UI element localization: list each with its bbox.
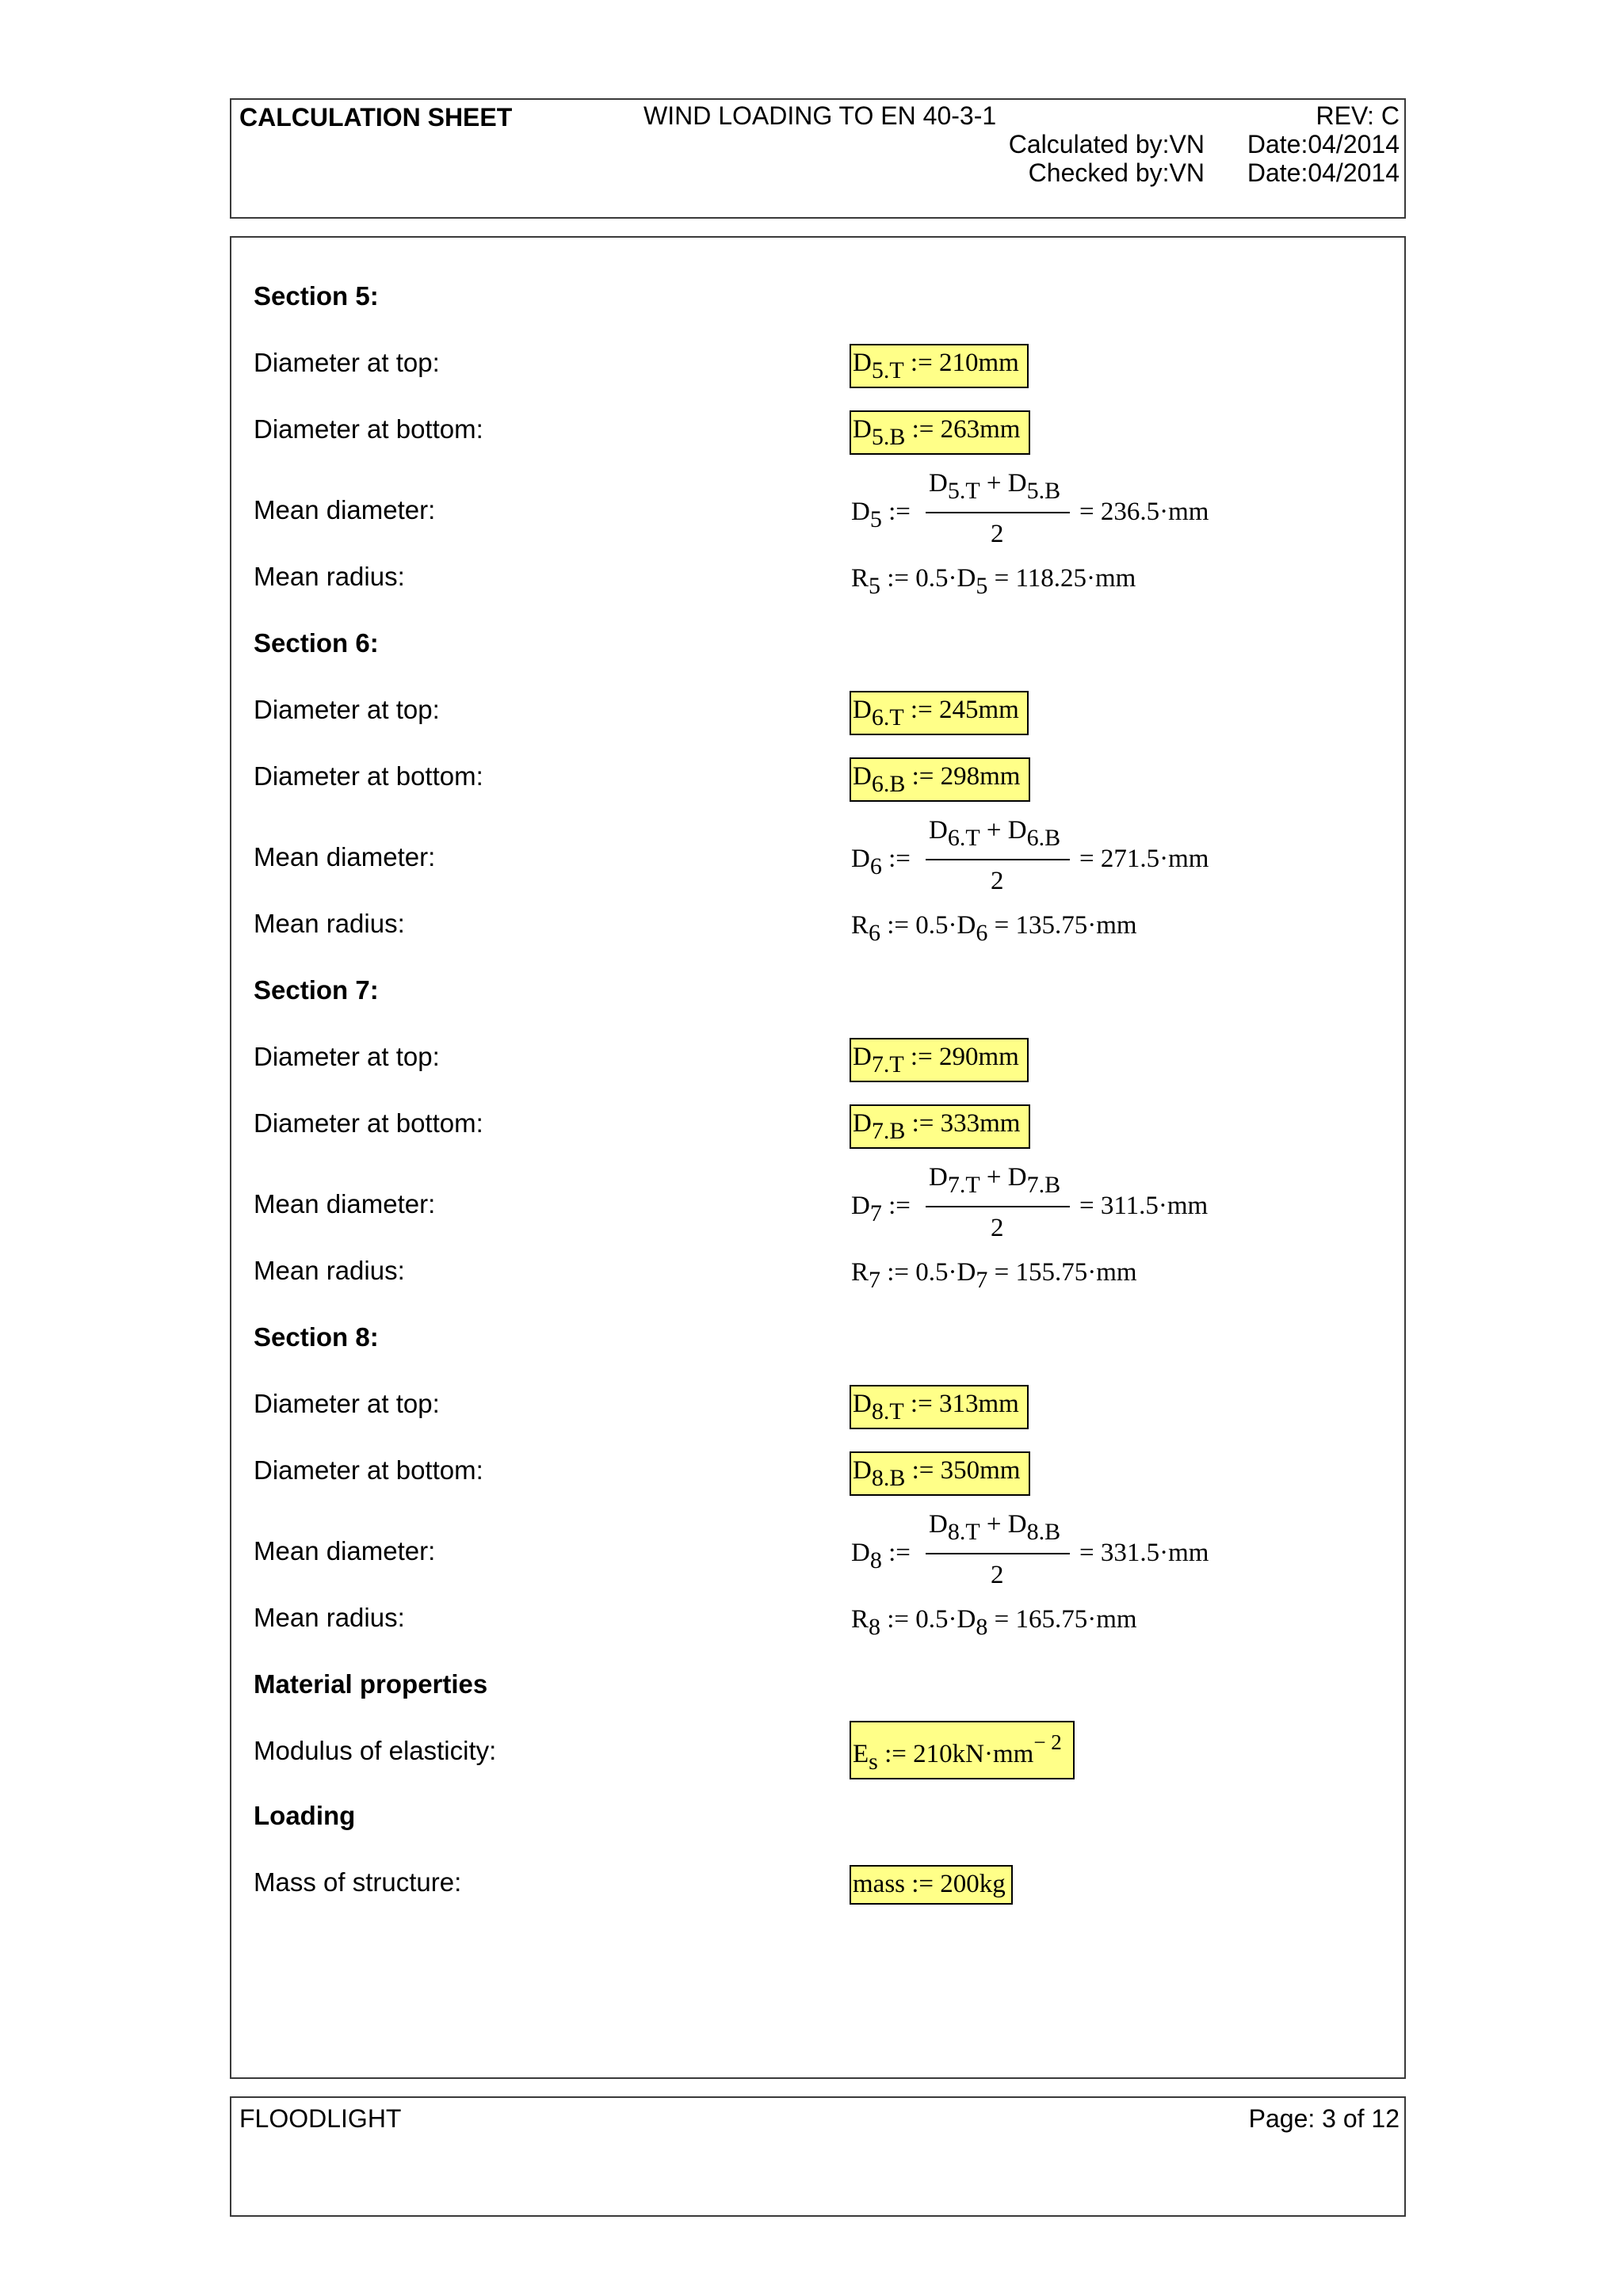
mean-radius-label: Mean radius: xyxy=(254,562,405,591)
page-number: Page: 3 of 12 xyxy=(1248,2104,1400,2133)
diameter-top-label: Diameter at top: xyxy=(254,1389,440,1418)
diameter-bottom-label: Diameter at bottom: xyxy=(254,1108,483,1138)
fraction-bar xyxy=(926,859,1070,860)
mean-diameter-label: Mean diameter: xyxy=(254,1536,436,1566)
fraction-bar xyxy=(926,1553,1070,1554)
mean-diameter-symbol: D5 := xyxy=(851,498,911,532)
mean-diameter-numerator: D6.T + D6.B xyxy=(929,816,1061,851)
diameter-top-label: Diameter at top: xyxy=(254,1042,440,1071)
diameter-bottom-value: 350mm xyxy=(940,1456,1021,1485)
mean-radius-result: = 135.75·mm xyxy=(994,911,1137,940)
mean-radius-label: Mean radius: xyxy=(254,1603,405,1632)
mean-radius-result: = 118.25·mm xyxy=(994,564,1136,593)
diameter-bottom-value: 298mm xyxy=(940,762,1021,791)
mean-radius-result: = 165.75·mm xyxy=(994,1605,1137,1634)
mean-radius-formula: R7 := 0.5·D7 = 155.75·mm xyxy=(851,1258,1137,1293)
diameter-top-value: 290mm xyxy=(938,1043,1019,1071)
mean-diameter-result: = 236.5·mm xyxy=(1079,498,1209,526)
diameter-top-value: 245mm xyxy=(938,696,1019,724)
calculated-date: Date:04/2014 xyxy=(1247,130,1400,158)
diameter-bottom-label: Diameter at bottom: xyxy=(254,761,483,791)
modulus-exponent: − 2 xyxy=(1033,1730,1062,1754)
section-title: Section 8: xyxy=(254,1322,379,1352)
calculated-by: Calculated by:VN xyxy=(1008,130,1205,158)
mean-diameter-label: Mean diameter: xyxy=(254,495,436,524)
mean-diameter-label: Mean diameter: xyxy=(254,1189,436,1219)
sheet-title: CALCULATION SHEET xyxy=(239,103,513,132)
modulus-input[interactable]: Es := $210kN\cdot mm^{- 2}$ xyxy=(850,1721,1075,1779)
diameter-top-input[interactable]: D8.T := 313mm xyxy=(850,1385,1029,1429)
diameter-top-input[interactable]: D7.T := 290mm xyxy=(850,1038,1029,1082)
mean-diameter-symbol: D6 := xyxy=(851,845,911,879)
checked-by: Checked by:VN xyxy=(1028,158,1205,187)
mean-diameter-numerator: D8.T + D8.B xyxy=(929,1510,1061,1545)
mean-diameter-numerator: D7.T + D7.B xyxy=(929,1163,1061,1198)
mean-radius-result: = 155.75·mm xyxy=(994,1258,1137,1287)
project-name: FLOODLIGHT xyxy=(239,2104,402,2133)
mass-label: Mass of structure: xyxy=(254,1867,462,1897)
diameter-bottom-input[interactable]: D8.B := 350mm xyxy=(850,1451,1030,1496)
modulus-label: Modulus of elasticity: xyxy=(254,1736,497,1765)
diameter-top-value: 313mm xyxy=(938,1390,1019,1418)
mean-diameter-denominator: 2 xyxy=(991,1561,1004,1589)
diameter-top-label: Diameter at top: xyxy=(254,348,440,377)
mean-diameter-result: = 271.5·mm xyxy=(1079,845,1209,873)
mean-radius-formula: R5 := 0.5·D5 = 118.25·mm xyxy=(851,564,1136,599)
footer-box xyxy=(230,2096,1406,2217)
mean-diameter-numerator: D5.T + D5.B xyxy=(929,469,1061,504)
mean-diameter-denominator: 2 xyxy=(991,1214,1004,1242)
section-title: Section 5: xyxy=(254,281,379,311)
material-title: Material properties xyxy=(254,1669,488,1699)
mean-diameter-symbol: D7 := xyxy=(851,1192,911,1226)
diameter-top-label: Diameter at top: xyxy=(254,695,440,724)
mean-diameter-label: Mean diameter: xyxy=(254,842,436,871)
diameter-bottom-value: 263mm xyxy=(940,415,1021,444)
diameter-bottom-input[interactable]: D7.B := 333mm xyxy=(850,1104,1030,1149)
mean-radius-label: Mean radius: xyxy=(254,1256,405,1285)
diameter-bottom-input[interactable]: D5.B := 263mm xyxy=(850,410,1030,455)
diameter-top-input[interactable]: D6.T := 245mm xyxy=(850,691,1029,735)
revision: REV: C xyxy=(1316,101,1400,130)
mass-input[interactable]: mass := 200kg xyxy=(850,1865,1013,1905)
diameter-bottom-input[interactable]: D6.B := 298mm xyxy=(850,757,1030,802)
mean-diameter-denominator: 2 xyxy=(991,867,1004,895)
checked-date: Date:04/2014 xyxy=(1247,158,1400,187)
sheet-subject: WIND LOADING TO EN 40-3-1 xyxy=(643,101,997,130)
fraction-bar xyxy=(926,512,1070,513)
section-title: Section 6: xyxy=(254,628,379,658)
mean-diameter-result: = 311.5·mm xyxy=(1079,1192,1209,1220)
diameter-bottom-value: 333mm xyxy=(940,1109,1021,1138)
mean-radius-formula: R6 := 0.5·D6 = 135.75·mm xyxy=(851,911,1137,946)
diameter-bottom-label: Diameter at bottom: xyxy=(254,414,483,444)
mean-diameter-result: = 331.5·mm xyxy=(1079,1539,1209,1567)
diameter-top-value: 210mm xyxy=(938,349,1019,377)
mean-diameter-denominator: 2 xyxy=(991,520,1004,548)
header-box xyxy=(230,98,1406,219)
mean-diameter-symbol: D8 := xyxy=(851,1539,911,1573)
loading-title: Loading xyxy=(254,1801,356,1830)
mean-radius-label: Mean radius: xyxy=(254,909,405,938)
diameter-bottom-label: Diameter at bottom: xyxy=(254,1455,483,1485)
fraction-bar xyxy=(926,1206,1070,1207)
section-title: Section 7: xyxy=(254,975,379,1005)
mean-radius-formula: R8 := 0.5·D8 = 165.75·mm xyxy=(851,1605,1137,1640)
diameter-top-input[interactable]: D5.T := 210mm xyxy=(850,344,1029,388)
modulus-value: 210kN·mm xyxy=(913,1740,1034,1768)
